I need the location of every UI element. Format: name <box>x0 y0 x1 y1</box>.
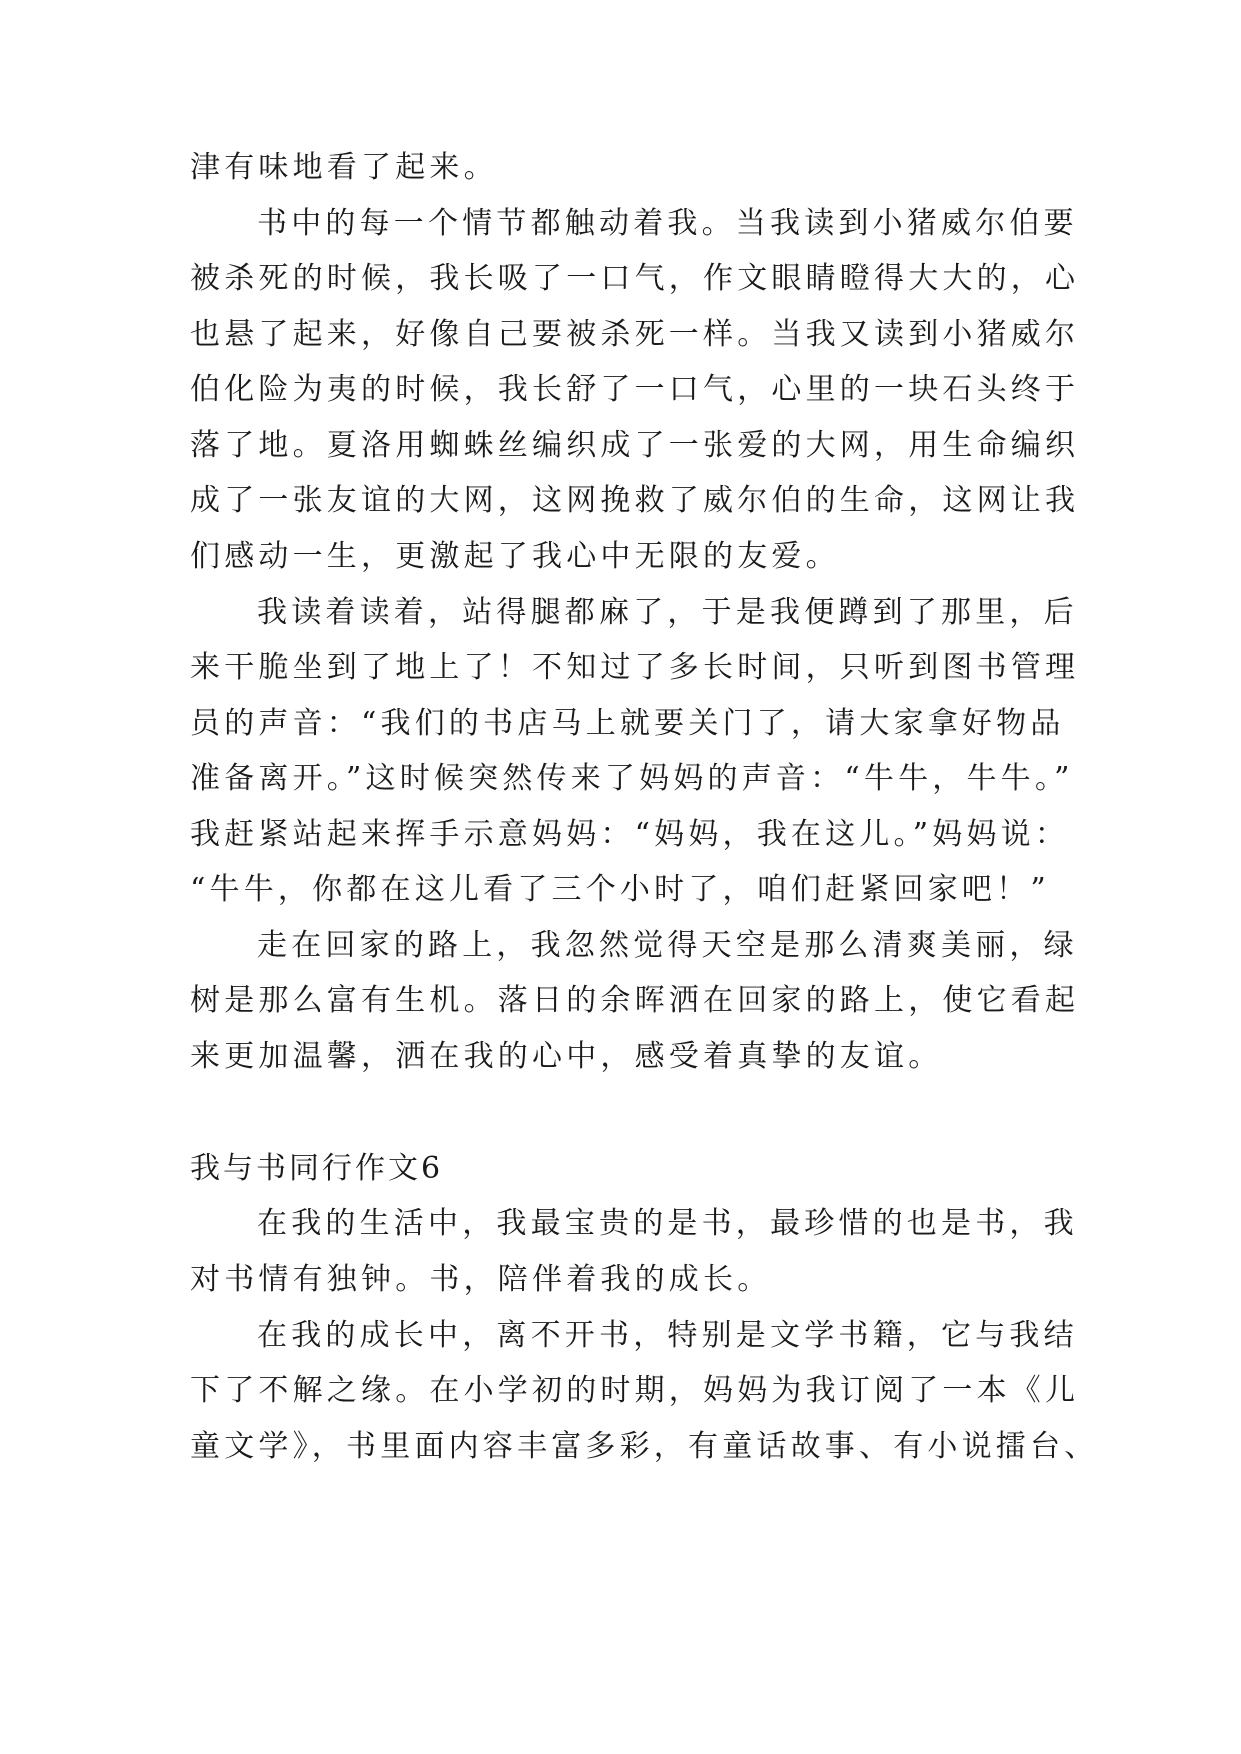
paragraph-start-line: 我读着读着，站得腿都麻了，于是我便蹲到了那里，后 <box>257 595 1078 630</box>
paragraph-start-line: 书中的每一个情节都触动着我。当我读到小猪威尔伯要 <box>257 206 1078 241</box>
text-line: 树是那么富有生机。落日的余晖洒在回家的路上，使它看起 <box>190 983 1080 1018</box>
text-line: 落了地。夏洛用蜘蛛丝编织成了一张爱的大网，用生命编织 <box>190 428 1080 463</box>
text-line: “牛牛，你都在这儿看了三个小时了，咱们赶紧回家吧！” <box>190 872 1050 907</box>
paragraph-start-line: 走在回家的路上，我忽然觉得天空是那么清爽美丽，绿 <box>257 928 1078 963</box>
text-line: 们感动一生，更激起了我心中无限的友爱。 <box>190 539 840 574</box>
paragraph-start-line: 在我的生活中，我最宝贵的是书，最珍惜的也是书，我 <box>257 1206 1078 1241</box>
text-line: 来更加温馨，洒在我的心中，感受着真挚的友谊。 <box>190 1039 943 1074</box>
text-line: 伯化险为夷的时候，我长舒了一口气，心里的一块石头终于 <box>190 372 1080 407</box>
text-line: 我赶紧站起来挥手示意妈妈：“妈妈，我在这儿。”妈妈说： <box>190 817 1070 852</box>
section-heading: 我与书同行作文6 <box>190 1151 444 1186</box>
text-line: 童文学》，书里面内容丰富多彩，有童话故事、有小说擂台、 <box>190 1429 1099 1464</box>
text-line: 来干脆坐到了地上了！不知过了多长时间，只听到图书管理 <box>190 650 1080 685</box>
paragraph-start-line: 在我的成长中，离不开书，特别是文学书籍，它与我结 <box>257 1318 1078 1353</box>
text-line: 被杀死的时候，我长吸了一口气，作文眼睛瞪得大大的，心 <box>190 261 1080 296</box>
text-line: 对书情有独钟。书，陪伴着我的成长。 <box>190 1262 772 1297</box>
text-line: 津有味地看了起来。 <box>190 150 498 185</box>
text-line: 成了一张友谊的大网，这网挽救了威尔伯的生命，这网让我 <box>190 483 1080 518</box>
text-line: 也悬了起来，好像自己要被杀死一样。当我又读到小猪威尔 <box>190 317 1080 352</box>
text-line: 下了不解之缘。在小学初的时期，妈妈为我订阅了一本《儿 <box>190 1373 1080 1408</box>
text-line: 准备离开。”这时候突然传来了妈妈的声音：“牛牛，牛牛。” <box>190 761 1074 796</box>
text-line: 员的声音：“我们的书店马上就要关门了，请大家拿好物品 <box>190 706 1065 741</box>
